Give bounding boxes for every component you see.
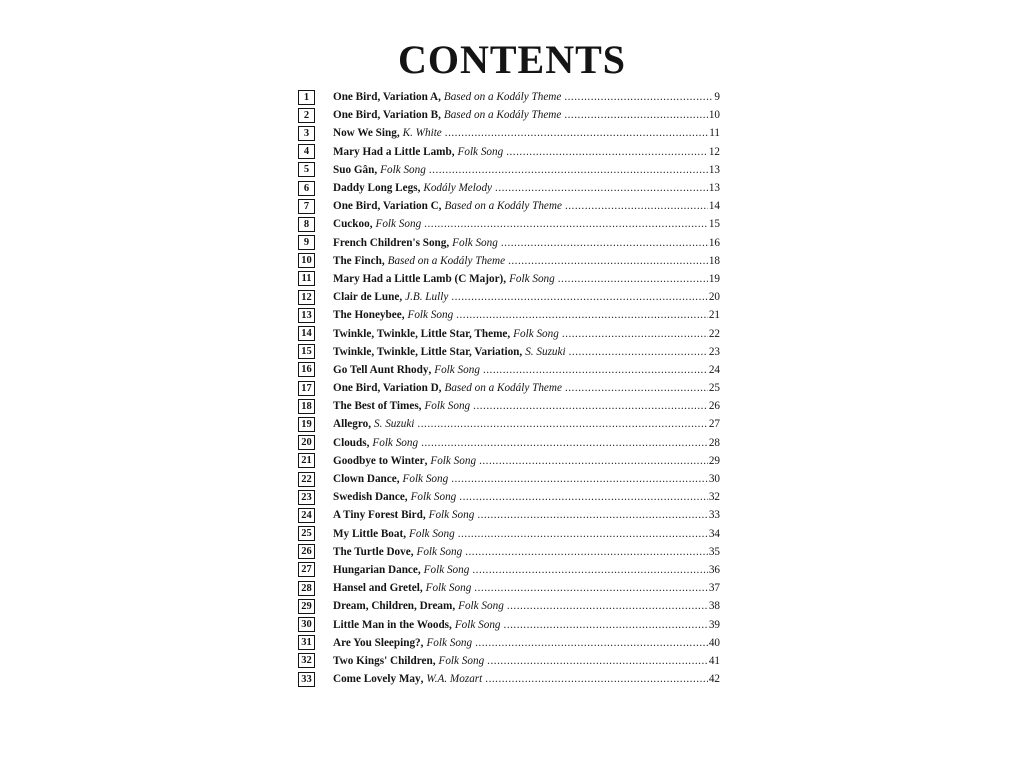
entry-number: 19 <box>301 418 312 430</box>
entry-page-number: 16 <box>708 236 720 249</box>
entry-number: 14 <box>301 328 312 340</box>
entry-separator: , <box>399 291 403 304</box>
dot-leader <box>473 400 708 412</box>
entry-page-number: 34 <box>708 527 720 540</box>
entry-page-number: 11 <box>709 127 720 140</box>
entry-composer: Folk Song <box>457 145 504 158</box>
entry-number-box <box>298 381 315 396</box>
entry-separator: , <box>428 363 432 376</box>
entry-number: 23 <box>301 491 312 503</box>
entry-number: 28 <box>301 582 312 594</box>
entry-number-box <box>298 453 315 468</box>
entry-number-box <box>298 326 315 341</box>
entry-text[interactable] <box>333 582 720 594</box>
dot-leader <box>424 218 708 230</box>
dot-leader <box>477 509 708 521</box>
entry-number-box <box>298 90 315 105</box>
entry-number: 25 <box>301 528 312 540</box>
contents-entry[interactable] <box>298 143 720 161</box>
entry-number: 32 <box>301 655 312 667</box>
entry-text[interactable] <box>333 237 720 249</box>
dot-leader <box>459 491 708 503</box>
contents-entry[interactable] <box>298 397 720 415</box>
entry-number: 31 <box>301 637 312 649</box>
entry-separator: , <box>366 436 370 449</box>
contents-entry[interactable] <box>298 324 720 342</box>
entry-title: The Finch <box>333 254 382 267</box>
dot-leader <box>475 637 708 649</box>
contents-entry[interactable] <box>298 670 720 688</box>
contents-entry[interactable] <box>298 452 720 470</box>
entry-page-number: 25 <box>708 382 720 395</box>
entry-composer: Folk Song <box>409 527 455 540</box>
dot-leader <box>504 619 708 631</box>
entry-page-number: 35 <box>708 545 720 558</box>
entry-text[interactable] <box>333 200 720 212</box>
entry-title: My Little Boat <box>333 527 404 540</box>
entry-number-box <box>298 617 315 632</box>
entry-text[interactable] <box>333 309 720 321</box>
dot-leader <box>507 600 708 612</box>
entry-page-number: 26 <box>708 400 720 413</box>
entry-text[interactable] <box>333 127 720 139</box>
entry-number-box <box>298 362 315 377</box>
entry-page-number: 40 <box>708 636 720 649</box>
entry-title: Clown Dance <box>333 473 397 486</box>
entry-composer: K. White <box>402 127 442 140</box>
contents-entry[interactable] <box>298 579 720 597</box>
entry-title: French Children's Song <box>333 236 447 249</box>
entry-text[interactable] <box>333 382 720 394</box>
entry-page-number: 14 <box>708 200 720 213</box>
entry-number-box <box>298 344 315 359</box>
contents-entry[interactable] <box>298 270 720 288</box>
contents-list <box>298 88 720 688</box>
entry-composer: Folk Song <box>402 473 449 486</box>
dot-leader <box>569 346 708 358</box>
dot-leader <box>495 182 708 194</box>
entry-number-box <box>298 235 315 250</box>
entry-composer: Based on a Kodály Theme <box>387 254 506 267</box>
contents-entry[interactable] <box>298 434 720 452</box>
entry-number-box <box>298 308 315 323</box>
dot-leader <box>417 418 707 430</box>
contents-entry[interactable] <box>298 106 720 124</box>
entry-number: 7 <box>303 200 310 212</box>
entry-number: 10 <box>301 255 312 267</box>
entry-text[interactable] <box>333 218 720 230</box>
entry-title: Allegro <box>333 418 369 431</box>
dot-leader <box>487 655 708 667</box>
entry-composer: Folk Song <box>452 236 498 249</box>
entry-number: 1 <box>303 91 310 103</box>
entry-number-box <box>298 399 315 414</box>
contents-entry[interactable] <box>298 179 720 197</box>
entry-text[interactable] <box>333 673 720 685</box>
entry-separator: , <box>503 272 507 285</box>
entry-text[interactable] <box>333 455 720 467</box>
entry-title: One Bird <box>333 200 378 213</box>
dot-leader <box>558 273 708 285</box>
entry-page-number: 42 <box>708 673 720 686</box>
entry-number-box <box>298 271 315 286</box>
entry-separator: , <box>420 673 424 686</box>
contents-entry[interactable] <box>298 525 720 543</box>
entry-text[interactable] <box>333 146 720 158</box>
entry-page-number: 36 <box>708 563 720 576</box>
entry-composer: Folk Song <box>428 509 475 522</box>
entry-title: Clouds <box>333 436 367 449</box>
entry-number: 29 <box>301 600 312 612</box>
entry-page-number: 39 <box>708 618 720 631</box>
entry-number: 33 <box>301 673 312 685</box>
entry-number-box <box>298 562 315 577</box>
entry-composer: Based on a Kodály Theme <box>444 382 562 395</box>
entry-page-number: 13 <box>708 163 720 176</box>
entry-separator: , <box>374 163 378 176</box>
entry-page-number: 32 <box>708 491 720 504</box>
entry-number: 20 <box>301 437 312 449</box>
entry-composer: W.A. Mozart <box>426 673 483 686</box>
entry-title: Hansel and Gretel <box>333 582 420 595</box>
entry-separator: , <box>451 145 455 158</box>
entry-composer: Folk Song <box>375 218 422 231</box>
entry-separator: , <box>418 400 422 413</box>
entry-number: 30 <box>301 619 312 631</box>
entry-number-box <box>298 472 315 487</box>
contents-entry[interactable] <box>298 615 720 633</box>
entry-composer: Folk Song <box>513 327 559 340</box>
entry-number-box <box>298 126 315 141</box>
entry-number: 4 <box>303 146 310 158</box>
entry-separator: , Variation A, <box>377 91 441 104</box>
entry-separator: , <box>404 491 408 504</box>
entry-number-box <box>298 144 315 159</box>
entry-number-box <box>298 508 315 523</box>
entry-separator: , <box>446 236 450 249</box>
entry-title: Mary Had a Little Lamb (C Major) <box>333 272 504 285</box>
entry-text[interactable] <box>333 564 720 576</box>
entry-number-box <box>298 181 315 196</box>
entry-page-number: 24 <box>708 363 720 376</box>
entry-title: Come Lovely May <box>333 673 421 686</box>
entry-text[interactable] <box>333 328 720 340</box>
entry-page-number: 38 <box>708 600 720 613</box>
entry-number: 13 <box>301 309 312 321</box>
entry-title: One Bird <box>333 109 378 122</box>
entry-composer: Folk Song <box>423 563 470 576</box>
entry-composer: Folk Song <box>416 545 463 558</box>
entry-number-box <box>298 544 315 559</box>
entry-text[interactable] <box>333 473 720 485</box>
contents-entry[interactable] <box>298 415 720 433</box>
entry-number-box <box>298 417 315 432</box>
dot-leader <box>479 455 708 467</box>
entry-page-number: 21 <box>708 309 720 322</box>
dot-leader <box>562 328 708 340</box>
entry-separator: , <box>401 309 405 322</box>
entry-number-box <box>298 290 315 305</box>
entry-number-box <box>298 653 315 668</box>
entry-title: The Turtle Dove <box>333 545 411 558</box>
entry-title: Little Man in the Woods <box>333 618 450 631</box>
entry-separator: , <box>432 654 436 667</box>
entry-title: Are You Sleeping? <box>333 636 421 649</box>
entry-separator: , <box>420 636 424 649</box>
contents-entry[interactable] <box>298 597 720 615</box>
entry-number: 22 <box>301 473 312 485</box>
entry-separator: , <box>449 618 452 631</box>
entry-text[interactable] <box>333 364 720 376</box>
entry-number-box <box>298 581 315 596</box>
entry-page-number: 28 <box>708 436 720 449</box>
entry-page-number: 27 <box>708 418 720 431</box>
entry-composer: Folk Song <box>380 163 426 176</box>
entry-number: 3 <box>303 127 310 139</box>
entry-separator: , <box>417 563 421 576</box>
entry-number: 18 <box>301 400 312 412</box>
entry-title: Now We Sing <box>333 127 397 140</box>
entry-separator: , <box>396 127 400 140</box>
entry-composer: J.B. Lully <box>405 291 449 304</box>
entry-text[interactable] <box>333 91 720 103</box>
entry-title: Cuckoo <box>333 218 370 231</box>
entry-composer: Folk Song <box>424 400 471 413</box>
entry-title: Twinkle, Twinkle, Little Star, Theme <box>333 327 508 340</box>
entry-number-box <box>298 162 315 177</box>
dot-leader <box>564 109 707 121</box>
entry-page-number: 10 <box>708 109 720 122</box>
entry-number-box <box>298 490 315 505</box>
entry-title: Dream, Children, Dream <box>333 600 453 613</box>
entry-text[interactable] <box>333 546 720 558</box>
entry-text[interactable] <box>333 655 720 667</box>
contents-entry[interactable] <box>298 88 720 106</box>
entry-composer: Folk Song <box>425 582 472 595</box>
entry-separator: , <box>403 527 407 540</box>
entry-title: Daddy Long Legs <box>333 182 418 195</box>
contents-entry[interactable] <box>298 361 720 379</box>
dot-leader <box>465 546 708 558</box>
dot-leader <box>506 146 708 158</box>
dot-leader <box>472 564 707 576</box>
entry-number-box <box>298 199 315 214</box>
entry-page-number: 9 <box>714 91 720 104</box>
entry-text[interactable] <box>333 273 720 285</box>
contents-entry[interactable] <box>298 124 720 142</box>
entry-title: Go Tell Aunt Rhody <box>333 363 429 376</box>
contents-entry[interactable] <box>298 215 720 233</box>
dot-leader <box>485 673 708 685</box>
dot-leader <box>483 364 708 376</box>
entry-text[interactable] <box>333 255 720 267</box>
entry-composer: Folk Song <box>438 654 485 667</box>
entry-number: 26 <box>301 546 312 558</box>
entry-separator: , <box>381 254 385 267</box>
contents-entry[interactable] <box>298 561 720 579</box>
entry-page-number: 33 <box>708 509 720 522</box>
entry-page-number: 12 <box>708 145 720 158</box>
dot-leader <box>565 200 708 212</box>
entry-page-number: 41 <box>708 654 720 667</box>
dot-leader <box>429 164 708 176</box>
entry-text[interactable] <box>333 637 720 649</box>
entry-number: 2 <box>303 109 310 121</box>
dot-leader <box>474 582 708 594</box>
entry-title: Swedish Dance <box>333 491 405 504</box>
entry-number-box <box>298 108 315 123</box>
entry-composer: S. Suzuki <box>374 418 415 431</box>
entry-separator: , <box>519 345 523 358</box>
entry-page-number: 19 <box>708 272 720 285</box>
entry-number: 12 <box>301 291 312 303</box>
contents-entry[interactable] <box>298 470 720 488</box>
entry-page-number: 20 <box>708 291 720 304</box>
entry-text[interactable] <box>333 400 720 412</box>
entry-number: 24 <box>301 509 312 521</box>
dot-leader <box>451 473 708 485</box>
contents-entry[interactable] <box>298 343 720 361</box>
entry-text[interactable] <box>333 164 720 176</box>
contents-entry[interactable] <box>298 634 720 652</box>
dot-leader <box>501 237 708 249</box>
entry-title: One Bird <box>333 91 378 104</box>
dot-leader <box>508 255 708 267</box>
entry-separator: , Variation B, <box>377 109 441 122</box>
entry-separator: , <box>419 582 423 595</box>
entry-number-box <box>298 672 315 687</box>
entry-number: 21 <box>301 455 312 467</box>
entry-separator: , Variation C, <box>377 200 442 213</box>
entry-composer: Folk Song <box>434 363 480 376</box>
entry-title: A Tiny Forest Bird <box>333 509 423 522</box>
dot-leader <box>564 91 713 103</box>
entry-page-number: 22 <box>708 327 720 340</box>
entry-number: 9 <box>303 237 310 249</box>
entry-page-number: 30 <box>708 473 720 486</box>
contents-entry[interactable] <box>298 197 720 215</box>
contents-entry[interactable] <box>298 506 720 524</box>
entry-separator: , <box>368 418 372 431</box>
entry-page-number: 29 <box>708 454 720 467</box>
entry-title: Twinkle, Twinkle, Little Star, Variation <box>333 345 520 358</box>
entry-text[interactable] <box>333 619 720 631</box>
entry-composer: Folk Song <box>426 636 473 649</box>
entry-separator: , <box>410 545 414 558</box>
entry-title: Clair de Lune <box>333 291 400 304</box>
contents-entry[interactable] <box>298 652 720 670</box>
entry-composer: Based on a Kodály Theme <box>444 200 562 213</box>
entry-number-box <box>298 635 315 650</box>
entry-title: Mary Had a Little Lamb <box>333 145 452 158</box>
entry-text[interactable] <box>333 109 720 121</box>
contents-entry[interactable] <box>298 252 720 270</box>
entry-separator: , <box>507 327 511 340</box>
entry-composer: Folk Song <box>372 436 419 449</box>
entry-composer: Based on a Kodály Theme <box>443 109 562 122</box>
entry-title: Goodbye to Winter <box>333 454 425 467</box>
contents-entry[interactable] <box>298 488 720 506</box>
entry-title: Two Kings' Children <box>333 654 433 667</box>
entry-text[interactable] <box>333 418 720 430</box>
entry-composer: Folk Song <box>407 309 454 322</box>
entry-number: 16 <box>301 364 312 376</box>
entry-separator: , Variation D, <box>377 382 442 395</box>
entry-separator: , <box>424 454 428 467</box>
entry-number-box <box>298 599 315 614</box>
entry-composer: Folk Song <box>410 491 457 504</box>
contents-entry[interactable] <box>298 234 720 252</box>
entry-composer: Kodály Melody <box>423 182 493 195</box>
dot-leader <box>445 127 708 139</box>
entry-separator: , <box>369 218 373 231</box>
entry-composer: Folk Song <box>430 454 477 467</box>
entry-page-number: 18 <box>708 254 720 267</box>
entry-text[interactable] <box>333 600 720 612</box>
entry-number: 6 <box>303 182 310 194</box>
entry-number: 8 <box>303 218 310 230</box>
dot-leader <box>456 309 708 321</box>
entry-title: The Best of Times <box>333 400 419 413</box>
entry-number-box <box>298 526 315 541</box>
entry-number: 5 <box>303 164 310 176</box>
contents-entry[interactable] <box>298 288 720 306</box>
entry-composer: Folk Song <box>458 600 504 613</box>
entry-title: Suo Gân <box>333 163 375 176</box>
entry-separator: , <box>396 473 400 486</box>
entry-text[interactable] <box>333 509 720 521</box>
entry-number: 27 <box>301 564 312 576</box>
entry-composer: S. Suzuki <box>525 345 566 358</box>
entry-page-number: 13 <box>708 182 720 195</box>
entry-text[interactable] <box>333 291 720 303</box>
dot-leader <box>421 437 708 449</box>
entry-text[interactable] <box>333 182 720 194</box>
dot-leader <box>451 291 708 303</box>
entry-text[interactable] <box>333 528 720 540</box>
entry-number-box <box>298 217 315 232</box>
entry-page-number: 15 <box>708 218 720 231</box>
contents-entry[interactable] <box>298 161 720 179</box>
entry-page-number: 23 <box>708 345 720 358</box>
entry-text[interactable] <box>333 491 720 503</box>
entry-text[interactable] <box>333 437 720 449</box>
contents-entry[interactable] <box>298 543 720 561</box>
dot-leader <box>458 528 708 540</box>
page-title: CONTENTS <box>397 37 627 82</box>
dot-leader <box>565 382 708 394</box>
entry-number: 11 <box>301 273 312 285</box>
entry-composer: Folk Song <box>509 272 555 285</box>
entry-separator: , <box>422 509 426 522</box>
entry-title: Hungarian Dance <box>333 563 418 576</box>
entry-text[interactable] <box>333 346 720 358</box>
entry-composer: Based on a Kodály Theme <box>443 91 562 104</box>
entry-number-box <box>298 253 315 268</box>
entry-page-number: 37 <box>708 582 720 595</box>
contents-entry[interactable] <box>298 306 720 324</box>
entry-title: The Honeybee <box>333 309 402 322</box>
entry-number: 17 <box>301 382 312 394</box>
entry-title: One Bird <box>333 382 378 395</box>
entry-separator: , <box>452 600 456 613</box>
contents-entry[interactable] <box>298 379 720 397</box>
entry-composer: Folk Song <box>454 618 501 631</box>
entry-number-box <box>298 435 315 450</box>
entry-number: 15 <box>301 346 312 358</box>
entry-separator: , <box>417 182 421 195</box>
